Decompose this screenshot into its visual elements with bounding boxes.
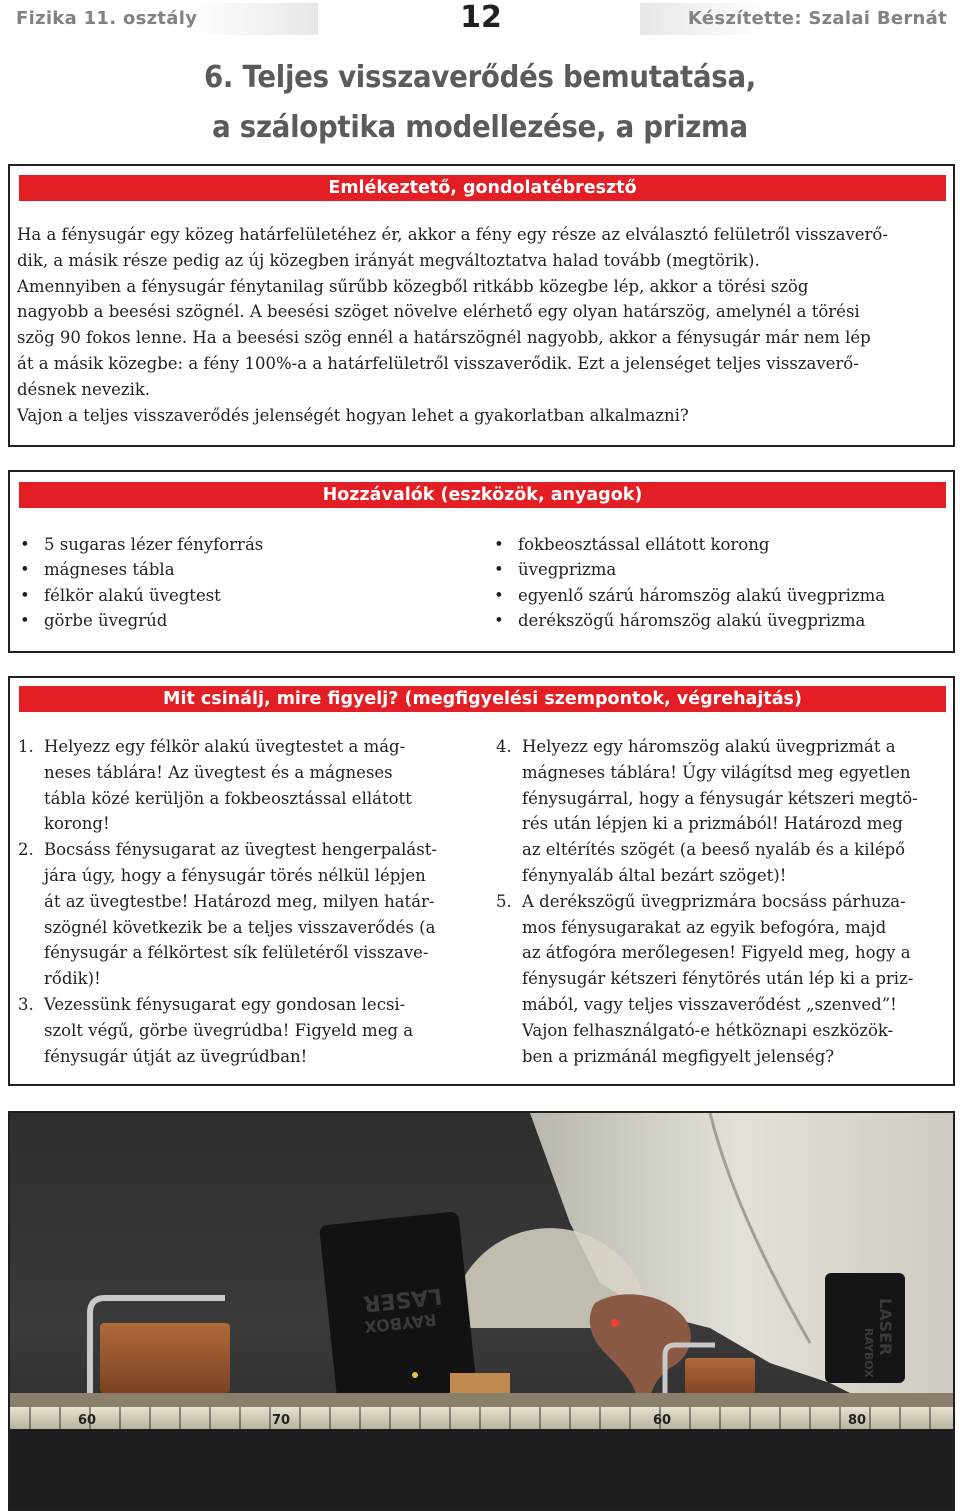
step-number: 1. (18, 737, 34, 756)
page-number: 12 (460, 0, 502, 35)
steps-column-right (496, 734, 948, 1069)
list-item (492, 557, 885, 582)
list-item (492, 583, 885, 608)
page-header (0, 0, 960, 40)
step-line: át az üvegtestbe! Határozd meg, milyen határ- (44, 891, 435, 911)
ruler-label: 80 (848, 1413, 867, 1428)
step-item (496, 889, 948, 1070)
brand-label: RAYBOX (363, 1310, 438, 1337)
item-text: görbe üvegrúd (44, 611, 168, 631)
bullet: • (20, 560, 30, 580)
reminder-line: Ha a fénysugár egy közeg határfelületéhez ér, akkor a fény egy része az elválasztó felületről visszaverő- (17, 225, 888, 244)
step-line: az eltérítés szögét (a beeső nyaláb és a kilépő (522, 840, 906, 860)
step-line: fénysugár kétszeri fénytörés után lép ki a priz- (522, 969, 914, 989)
list-item (18, 608, 263, 633)
reminder-line: Amennyiben a fénysugár fénytanilag sűrűbb közegből ritkább közegbe lép, akkor a törési szög (17, 276, 809, 296)
step-number: 2. (18, 840, 34, 860)
reminder-line: désnek nevezik. (17, 379, 151, 399)
list-item (492, 532, 885, 557)
list-item (492, 608, 885, 633)
reminder-line: Vajon a teljes visszaverődés jelenségét hogyan lehet a gyakorlatban alkalmazni? (17, 405, 689, 425)
laser-label-right: LASER (876, 1298, 895, 1356)
step-line: korong! (44, 814, 110, 834)
item-text: egyenlő szárú háromszög alakú üvegprizma (518, 585, 886, 605)
ruler (10, 1407, 953, 1429)
materials-section (8, 470, 955, 653)
step-line: mából, vagy teljes visszaverődést „szenved”! (522, 994, 897, 1014)
bullet: • (20, 535, 30, 554)
step-item (18, 837, 488, 992)
step-line: jára úgy, hogy a fénysugár törés nélkül lépjen (44, 865, 426, 885)
ruler-label: 60 (78, 1413, 97, 1428)
rail-top (10, 1393, 953, 1407)
step-line: fénysugárral, hogy a fénysugár kétszeri megtö- (522, 788, 918, 808)
list-item (18, 583, 263, 608)
ruler-label: 60 (653, 1413, 672, 1428)
step-line: fénysugár a félkörtest sík felületéről visszave- (44, 943, 429, 963)
step-line: ben a prizmánál megfigyelt jelenség? (522, 1046, 835, 1066)
steps-heading: Mit csinálj, mire figyelj? (megfigyelési szempontok, végrehajtás) (19, 686, 946, 712)
author-label: Készítette: Szalai Bernát (687, 8, 947, 29)
step-line: Helyezz egy félkör alakú üvegtestet a mág- (44, 737, 406, 756)
item-text: derékszögű háromszög alakú üvegprizma (518, 611, 866, 631)
step-line: szolt végű, görbe üvegrúdba! Figyeld meg a (44, 1020, 414, 1040)
item-text: mágneses tábla (44, 560, 175, 580)
laser-box-right (825, 1273, 905, 1383)
steps-section (8, 676, 955, 1086)
step-line: mágneses táblára! Úgy világítsd meg egyetlen (522, 762, 911, 782)
table-base (10, 1429, 953, 1509)
step-line: Vajon felhasználgató-e hétköznapi eszközök- (522, 1020, 894, 1040)
header-right-tab (640, 3, 960, 35)
step-line: Helyezz egy háromszög alakú üvegprizmát a (522, 737, 896, 756)
bullet: • (494, 611, 504, 631)
reminder-text (17, 222, 947, 428)
reminder-section (8, 164, 955, 447)
wood-block-right (685, 1358, 755, 1398)
step-number: 4. (496, 737, 512, 756)
materials-heading: Hozzávalók (eszközök, anyagok) (19, 482, 946, 508)
step-line: mos fénysugarakat az egyik befogóra, majd (522, 917, 887, 937)
step-line: Vezessünk fénysugarat egy gondosan lecsi- (44, 994, 406, 1014)
step-item (496, 734, 948, 889)
reminder-line: dik, a másik része pedig az új közegben irányát megváltoztatva halad tovább (megtörik). (17, 250, 760, 270)
step-line: Bocsáss fénysugarat az üvegtest hengerpalást- (44, 840, 437, 860)
steps-column-left (18, 734, 488, 1069)
step-line: szögnél következik be a teljes visszaverődés (a (44, 917, 436, 937)
bullet: • (494, 585, 504, 605)
step-line: rődik)! (44, 969, 101, 989)
experiment-photo (8, 1111, 955, 1511)
reminder-line: szög 90 fokos lenne. Ha a beesési szög ennél a határszögnél nagyobb, akkor a fénysugár már nem lép (17, 328, 871, 348)
brand-label-right: RAYBOX (862, 1328, 875, 1378)
laser-label: LASER (362, 1282, 444, 1316)
item-text: 5 sugaras lézer fényforrás (44, 535, 264, 554)
materials-list-left (18, 532, 263, 634)
step-item (18, 734, 488, 837)
list-item (18, 532, 263, 557)
bullet: • (20, 585, 30, 605)
page-title-line1: 6. Teljes visszaverődés bemutatása, (203, 60, 757, 95)
item-text: félkör alakú üvegtest (44, 585, 221, 605)
item-text: üvegprizma (518, 560, 617, 580)
list-item (18, 557, 263, 582)
materials-list-right (492, 532, 885, 634)
step-line: fénysugár útját az üvegrúdban! (44, 1046, 308, 1066)
bullet: • (494, 560, 504, 580)
wood-block-left (100, 1323, 230, 1393)
laser-dot (611, 1319, 619, 1327)
header-left-tab (0, 3, 318, 35)
step-line: neses táblára! Az üvegtest és a mágneses (44, 762, 393, 782)
course-label: Fizika 11. osztály (16, 8, 198, 29)
ruler-label: 70 (272, 1413, 291, 1428)
step-number: 3. (18, 994, 34, 1014)
step-line: rés után lépjen ki a prizmából! Határozd meg (522, 814, 903, 834)
reminder-line: nagyobb a beesési szögnél. A beesési szöget növelve elérhető egy olyan határszög, amelynél a törési (17, 302, 860, 322)
page-title-line2: a száloptika modellezése, a prizma (212, 110, 748, 145)
step-line: az átfogóra merőlegesen! Figyeld meg, hogy a (522, 943, 911, 963)
step-line: A derékszögű üvegprizmára bocsáss párhuza- (522, 891, 906, 911)
bullet: • (494, 535, 504, 554)
item-text: fokbeosztással ellátott korong (518, 535, 770, 554)
reminder-line: át a másik közegbe: a fény 100%-a a határfelületről visszaverődik. Ezt a jelenséget teljes visszaverő- (17, 353, 859, 373)
reminder-heading: Emlékeztető, gondolatébresztő (19, 175, 946, 201)
step-line: fénynyaláb által bezárt szöget)! (522, 865, 787, 885)
step-number: 5. (496, 891, 512, 911)
bullet: • (20, 611, 30, 631)
experiment-photo-illustration (10, 1113, 953, 1509)
step-item (18, 992, 488, 1069)
step-line: tábla közé kerüljön a fokbeosztással ellátott (44, 788, 412, 808)
